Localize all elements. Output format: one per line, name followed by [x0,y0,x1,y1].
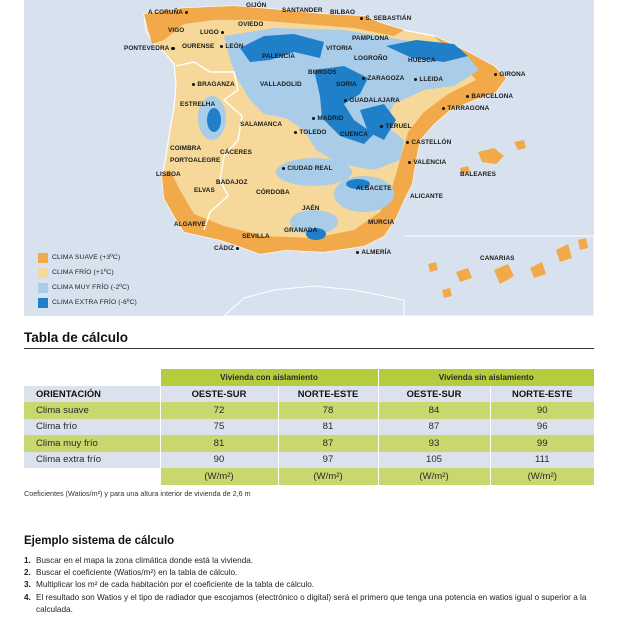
city-madrid: MADRID [310,116,344,122]
city-toledo: TOLEDO [292,130,327,136]
city-cadiz: CÁDIZ [214,246,241,252]
cell-value: 97 [278,452,378,469]
cell-value: 75 [160,419,278,436]
table-unit-row [24,468,594,485]
city-cuenca: CUENCA [340,131,368,138]
step-number: 2. [24,568,31,578]
city-vitoria: VITORIA [326,45,353,52]
legend-extra-cold: CLIMA EXTRA FRÍO (-6ºC) [38,295,137,310]
step-text: El resultado son Watios y el tipo de radiador que escojamos (electrónico o digital) será el primero que tenga una potencia en watios igual o superior a la calculada. [36,592,587,614]
step-text: Multiplicar los m² de cada habitación por el coeficiente de la tabla de cálculo. [36,580,315,590]
table-row [24,419,594,436]
cell-value: 87 [278,435,378,452]
step-number: 3. [24,580,31,590]
col-with-north-east: NORTE-ESTE [278,386,378,403]
legend-swatch-extra-cold [38,298,48,308]
city-guadalajara: GUADALAJARA [342,98,400,104]
city-ciudad-real: CIUDAD REAL [280,166,333,172]
city-algarve: ALGARVE [174,221,206,228]
city-alicante: ALICANTE [410,193,444,200]
table-group-header [24,369,594,386]
table-row [24,452,594,469]
list-item [24,579,594,591]
table-corner [24,369,160,386]
row-label: Clima extra frío [24,452,160,469]
city-coimbra: COIMBRA [170,145,202,152]
unit-cell: (W/m²) [278,468,378,485]
cell-value: 81 [160,435,278,452]
city-sevilla: SEVILLA [242,233,270,240]
cell-value: 105 [378,452,490,469]
city-zaragoza: ZARAGOZA [360,76,404,82]
city-ourense: OURENSE [182,43,215,50]
city-huesca: HUESCA [408,57,436,64]
list-item [24,592,594,616]
legend-swatch-very-cold [38,283,48,293]
row-label: Clima suave [24,402,160,419]
unit-cell: (W/m²) [490,468,594,485]
city-palencia: PALENCIA [262,53,295,60]
city-lugo: LUGO [200,30,226,36]
city-teruel: TERUEL [378,124,412,130]
city-gijon: GIJÓN [246,2,267,9]
city-pontevedra: PONTEVEDRA [124,46,177,52]
city-logrono: LOGROÑO [354,55,388,62]
group-with-insulation: Vivienda con aislamiento [160,369,378,386]
cell-value: 84 [378,402,490,419]
city-pamplona: PAMPLONA [352,35,389,42]
col-without-west-south: OESTE-SUR [378,386,490,403]
table-row [24,402,594,419]
example-title: Ejemplo sistema de cálculo [24,535,175,547]
example-steps [24,555,594,616]
calc-table [24,369,594,485]
legend-swatch-mild [38,253,48,263]
title-divider [24,348,594,349]
city-barcelona: BARCELONA [464,94,513,100]
city-jaen: JAÉN [302,205,320,212]
cell-value: 87 [378,419,490,436]
region-canarias: CANARIAS [480,255,515,262]
step-text: Buscar en el mapa la zona climática donde está la vivienda. [36,556,254,565]
list-item [24,567,594,579]
cell-value: 93 [378,435,490,452]
city-a-coruna: A CORUÑA [148,10,190,16]
cell-value: 90 [490,402,594,419]
city-santander: SANTANDER [282,7,323,14]
city-albacete: ALBACETE [356,185,392,192]
unit-cell: (W/m²) [160,468,278,485]
legend-very-cold: CLIMA MUY FRÍO (-2ºC) [38,280,137,295]
city-girona: GIRONA [492,72,526,78]
city-bilbao: BILBAO [330,9,356,16]
city-castellon: CASTELLÓN [404,140,451,146]
city-caceres: CÁCERES [220,149,252,156]
city-soria: SORIA [336,81,357,88]
city-elvas: ELVAS [194,187,215,194]
cell-value: 81 [278,419,378,436]
cell-value: 90 [160,452,278,469]
city-tarragona: TARRAGONA [440,106,489,112]
cell-value: 78 [278,402,378,419]
table-column-header [24,386,594,403]
row-label: Clima frío [24,419,160,436]
group-without-insulation: Vivienda sin aislamiento [378,369,594,386]
city-braganza: BRAGANZA [190,82,235,88]
city-cordoba: CÓRDOBA [256,189,290,196]
col-orientation: ORIENTACIÓN [24,386,160,403]
unit-row-corner [24,468,160,485]
col-with-west-south: OESTE-SUR [160,386,278,403]
city-s-sebastian: S. SEBASTIÁN [358,16,411,22]
list-item [24,555,594,567]
city-lisboa: LISBOA [156,171,181,178]
africa-coast [224,286,404,316]
col-without-north-east: NORTE-ESTE [490,386,594,403]
legend-swatch-cold [38,268,48,278]
cell-value: 99 [490,435,594,452]
unit-cell: (W/m²) [378,468,490,485]
city-vigo: VIGO [168,27,185,34]
legend-cold: CLIMA FRÍO (+1ºC) [38,265,137,280]
city-portoalegre: PORTOALEGRE [170,157,221,164]
baleares-islands [460,140,526,174]
legend-mild: CLIMA SUAVE (+3ºC) [38,250,137,265]
city-lleida: LLEIDA [412,77,443,83]
city-almeria: ALMERÍA [354,250,391,256]
climate-zone-map [24,0,594,316]
city-baleares: BALEARES [460,171,496,178]
city-salamanca: SALAMANCA [240,121,283,128]
step-number: 1. [24,556,31,565]
city-valencia: VALENCIA [406,160,446,166]
row-label: Clima muy frío [24,435,160,452]
table-footnote: Coeficientes (Watios/m²) y para una altura interior de vivienda de 2,6 m [24,489,251,498]
step-number: 4. [24,592,31,602]
map-legend [38,250,137,310]
city-leon: LEÓN [218,44,244,50]
extra-cold-estrelha [207,108,221,132]
city-badajoz: BADAJOZ [216,179,248,186]
cell-value: 111 [490,452,594,469]
city-valladolid: VALLADOLID [260,81,302,88]
cell-value: 96 [490,419,594,436]
table-row [24,435,594,452]
city-granada: GRANADA [284,227,318,234]
city-oviedo: OVIEDO [238,21,264,28]
calc-table-title: Tabla de cálculo [24,330,129,345]
step-text: Buscar el coeficiente (Watios/m²) en la tabla de cálculo. [36,568,238,578]
cell-value: 72 [160,402,278,419]
city-murcia: MURCIA [368,219,395,226]
city-burgos: BURGOS [308,69,337,76]
city-estrelha: ESTRELHA [180,101,216,108]
